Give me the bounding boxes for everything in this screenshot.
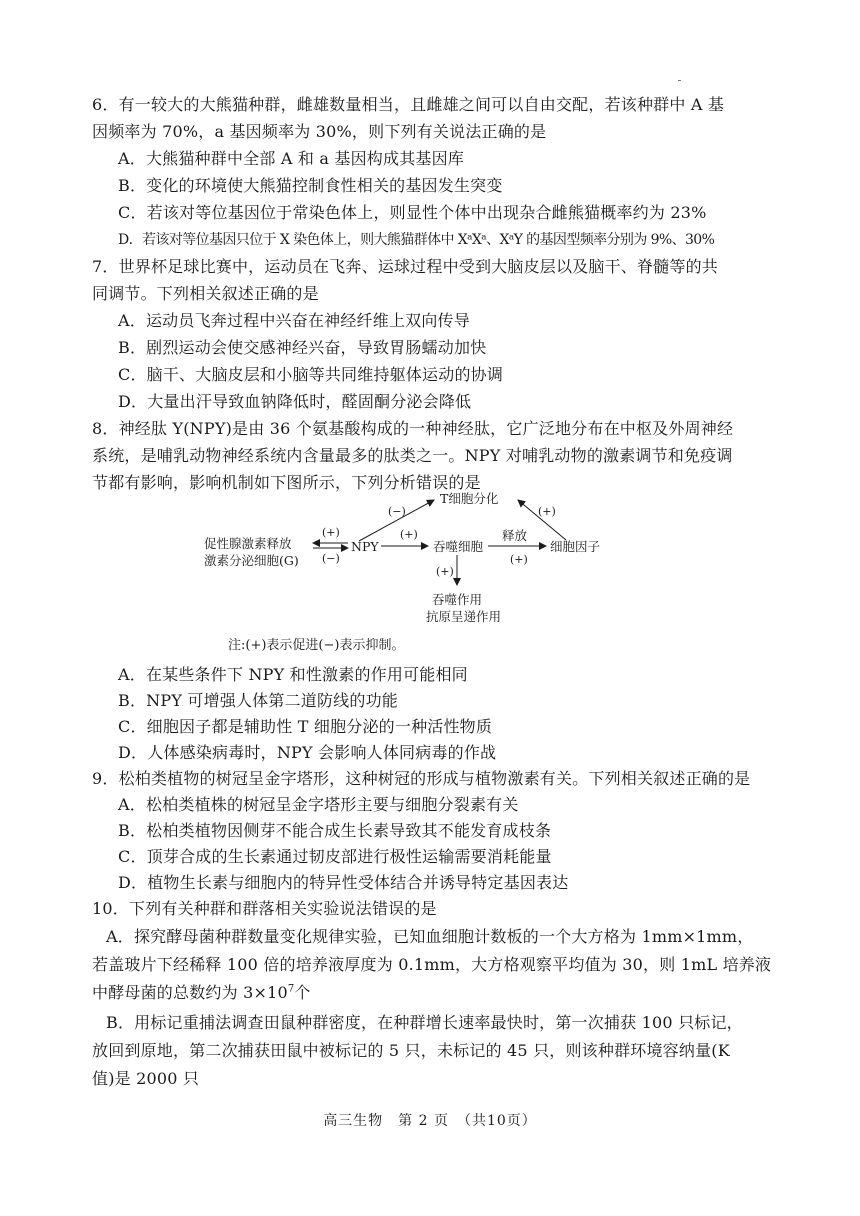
q7-option-a: A．运动员飞奔过程中兴奋在神经纤维上双向传导 [118, 311, 470, 330]
q8-stem-line-3: 节都有影响，影响机制如下图所示，下列分析错误的是 [92, 473, 481, 492]
q10-option-a-line-3-text: 中酵母菌的总数约为 3×10 [92, 983, 288, 1002]
diagram-plus-label-cytokine: (+) [538, 505, 556, 518]
page-footer: 高三生物 第 2 页 （共10页） [323, 1113, 537, 1129]
q9-option-c: C．顶芽合成的生长素通过韧皮部进行极性运输需要消耗能量 [118, 847, 552, 866]
diagram-effect-label-1: 吞噬作用 [432, 592, 483, 607]
q10-stem-line-1: 10．下列有关种群和群落相关实验说法错误的是 [92, 899, 437, 918]
q7-stem-line-2: 同调节。下列相关叙述正确的是 [92, 284, 319, 303]
diagram-t-cell-label: T细胞分化 [440, 491, 499, 506]
q9-option-b: B．松柏类植物因侧芽不能合成生长素导致其不能发育成枝条 [118, 821, 552, 840]
q10-exponent: 7 [287, 983, 295, 995]
q9-option-a: A．松柏类植株的树冠呈金字塔形主要与细胞分裂素有关 [118, 795, 519, 814]
q7-option-b: B．剧烈运动会使交感神经兴奋，导致胃肠蠕动加快 [118, 338, 487, 357]
diagram-cytokine-label: 细胞因子 [550, 539, 601, 554]
q6-option-c: C．若该对等位基因位于常染色体上，则显性个体中出现杂合雌熊猫概率约为 23% [118, 203, 707, 222]
q6-option-d: D．若该对等位基因只位于 X 染色体上，则大熊猫群体中 XᵃXᵃ、XᵃY 的基因型频率分别为 9%、30% [118, 232, 715, 248]
q6-stem-line-2: 因频率为 70%，a 基因频率为 30%，则下列有关说法正确的是 [92, 122, 547, 141]
diagram-npy-label: NPY [351, 539, 379, 554]
q10-option-b-line-1: B．用标记重捕法调查田鼠种群密度，在种群增长速率最快时，第一次捕获 100 只标记， [106, 1013, 743, 1032]
q6-stem-line-1: 6．有一较大的大熊猫种群，雌雄数量相当，且雌雄之间可以自由交配，若该种群中 A 基 [92, 95, 725, 114]
q8-option-d: D．人体感染病毒时，NPY 会影响人体同病毒的作战 [118, 743, 497, 762]
q6-option-b: B．变化的环境使大熊猫控制食性相关的基因发生突变 [118, 176, 503, 195]
diagram-gonad-label-2: 激素分泌细胞(G) [204, 553, 299, 568]
npy-mechanism-diagram [196, 485, 636, 635]
scan-dot [678, 80, 681, 81]
q7-option-d: D．大量出汗导致血钠降低时，醛固酮分泌会降低 [118, 392, 472, 411]
q8-stem-line-1: 8．神经肽 Y(NPY)是由 36 个氨基酸构成的一种神经肽，它广泛地分布在中枢及外周神经 [92, 419, 734, 438]
diagram-note: 注:(+)表示促进(−)表示抑制。 [228, 638, 405, 653]
q8-option-c: C．细胞因子都是辅助性 T 细胞分泌的一种活性物质 [118, 717, 493, 736]
q10-option-b-line-2: 放回到原地，第二次捕获田鼠中被标记的 5 只，未标记的 45 只，则该种群环境容纳量(K [92, 1041, 730, 1060]
q8-option-a: A．在某些条件下 NPY 和性激素的作用可能相同 [118, 665, 468, 684]
q10-option-a-line-2: 若盖玻片下经稀释 100 倍的培养液厚度为 0.1mm，大方格观察平均值为 30，则 1mL 培养液 [92, 955, 772, 974]
diagram-gonad-label-1: 促性腺激素释放 [204, 536, 292, 551]
q9-stem-line-1: 9．松柏类植物的树冠呈金字塔形，这种树冠的形成与植物激素有关。下列相关叙述正确的是 [92, 769, 751, 788]
q9-option-d: D．植物生长素与细胞内的特异性受体结合并诱导特定基因表达 [118, 873, 569, 892]
q8-option-b: B．NPY 可增强人体第二道防线的功能 [118, 691, 398, 710]
diagram-phagocyte-label: 吞噬细胞 [433, 539, 484, 554]
q10-option-a-line-3-tail: 个 [294, 983, 311, 1002]
diagram-plus-label-release: (+) [510, 553, 528, 566]
diagram-release-label: 释放 [502, 528, 528, 543]
diagram-minus-label-tcell: (−) [388, 505, 406, 518]
q8-stem-line-2: 系统，是哺乳动物神经系统内含量最多的肽类之一。NPY 对哺乳动物的激素调节和免疫调 [92, 446, 733, 465]
q10-option-a-line-3 [92, 982, 311, 1004]
q10-option-a-line-1: A．探究酵母菌种群数量变化规律实验，已知血细胞计数板的一个大方格为 1mm×1mm， [106, 927, 754, 946]
q10-option-b-line-3: 值)是 2000 只 [92, 1069, 200, 1088]
diagram-plus-label-phagocyte: (+) [400, 528, 418, 541]
diagram-plus-label-effects: (+) [436, 565, 454, 578]
diagram-effect-label-2: 抗原呈递作用 [426, 609, 502, 624]
diagram-minus-label-gonad: (−) [322, 552, 340, 565]
q7-option-c: C．脑干、大脑皮层和小脑等共同维持躯体运动的协调 [118, 365, 504, 384]
q7-stem-line-1: 7．世界杯足球比赛中，运动员在飞奔、运球过程中受到大脑皮层以及脑干、脊髓等的共 [92, 257, 718, 276]
diagram-plus-label-gonad: (+) [322, 526, 340, 539]
q6-option-a: A．大熊猫种群中全部 A 和 a 基因构成其基因库 [118, 149, 464, 168]
